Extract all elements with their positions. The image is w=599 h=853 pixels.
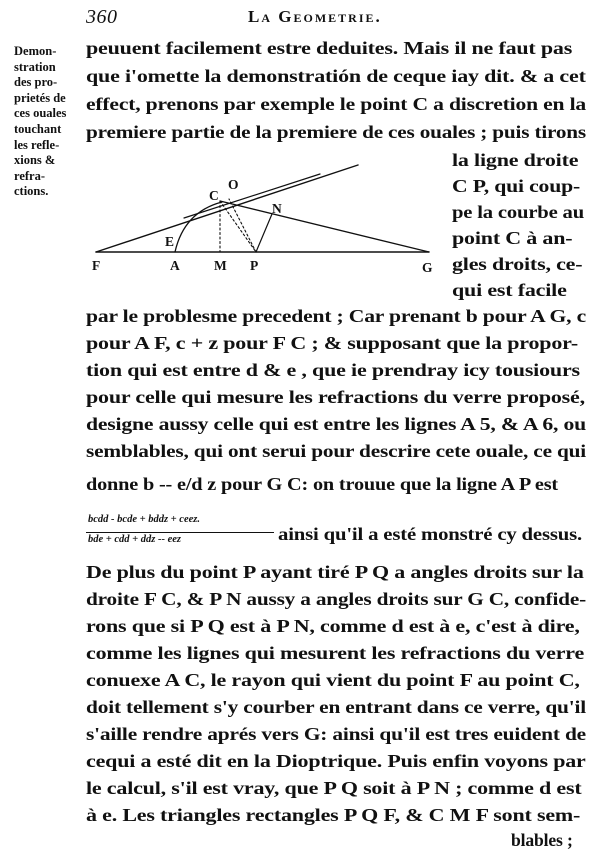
text-line: doit tellement s'y courber en entrant dans ce verre, qu'il bbox=[86, 697, 587, 717]
label-E: E bbox=[165, 234, 175, 249]
margin-note-line: Demon- bbox=[14, 44, 57, 58]
label-M: M bbox=[214, 258, 227, 273]
text-line: cequi a esté dit en la Dioptrique. Puis enfin voyons par bbox=[86, 751, 586, 771]
text-line: point C à an- bbox=[452, 228, 573, 248]
text-line: C P, qui coup- bbox=[452, 176, 580, 196]
label-N: N bbox=[272, 201, 282, 216]
text-line: droite F C, & P N aussy a angles droits sur G C, confide- bbox=[86, 589, 586, 609]
text-line: blables ; bbox=[511, 830, 573, 850]
text-line: par le problesme precedent ; Car prenant b pour A G, c bbox=[86, 306, 586, 326]
margin-note-line: des pro- bbox=[14, 75, 58, 90]
label-O: O bbox=[228, 177, 239, 192]
text-line: donne b -- e/d z pour G C: on trouue que la ligne A P est bbox=[86, 474, 559, 494]
text-line: à e. Les triangles rectangles P Q F, & C M F sont sem- bbox=[86, 805, 581, 825]
label-G: G bbox=[422, 260, 433, 275]
text-line: que i'omette la demonstratión de ceque iay dit. & a cet bbox=[86, 66, 586, 86]
text-line: gles droits, ce- bbox=[452, 254, 583, 274]
text-line: pour celle qui mesure les refractions du verre proposé, bbox=[86, 387, 585, 407]
margin-note-line: ces ouales bbox=[14, 106, 67, 121]
text-line: De plus du point P ayant tiré P Q a angles droits sur la bbox=[86, 562, 584, 582]
margin-note-line: xions & bbox=[14, 153, 56, 168]
margin-note-line: prietés de bbox=[14, 90, 66, 105]
margin-note-line: les refle- bbox=[14, 137, 60, 152]
label-F: F bbox=[92, 258, 101, 273]
text-line: comme les lignes qui mesurent les refractions du verre bbox=[86, 643, 585, 663]
text-line: conuexe A C, le rayon qui vient du point F au point C, bbox=[86, 670, 580, 690]
fraction-denominator: bde + cdd + ddz -- eez bbox=[88, 534, 182, 545]
text-line: ainsi qu'il a esté monstré cy dessus. bbox=[278, 524, 583, 544]
text-line: effect, prenons par exemple le point C a discretion en la bbox=[86, 94, 587, 114]
text-line: rons que si P Q est à P N, comme d est à e, c'est à dire, bbox=[86, 616, 580, 636]
page-number: 360 bbox=[86, 6, 118, 28]
margin-note-line: ctions. bbox=[14, 184, 49, 199]
geometric-figure bbox=[92, 150, 442, 278]
text-line: pour A F, c + z pour F C ; & supposant que la propor- bbox=[86, 333, 579, 353]
text-line: semblables, qui ont serui pour descrire cete ouale, ce qui bbox=[86, 441, 587, 461]
text-line: s'aille rendre aprés vers G: ainsi qu'il est tres euident de bbox=[86, 724, 587, 744]
fraction-numerator: bcdd - bcde + bddz + ceez. bbox=[88, 514, 200, 525]
label-C: C bbox=[209, 188, 219, 203]
figure-svg bbox=[92, 150, 442, 278]
text-line: la ligne droite bbox=[452, 150, 579, 170]
text-line: qui est facile bbox=[452, 280, 567, 300]
running-title: La Geometrie. bbox=[248, 7, 382, 26]
text-line: peuuent facilement estre deduites. Mais il ne faut pas bbox=[86, 38, 573, 58]
margin-note-line: refra- bbox=[14, 168, 45, 183]
text-line: le calcul, s'il est vray, que P Q soit à P N ; comme d est bbox=[86, 778, 582, 798]
text-line: designe aussy celle qui est entre les lignes A 5, & A 6, ou bbox=[86, 414, 586, 434]
margin-note-line: touchant bbox=[14, 121, 62, 136]
text-line: pe la courbe au bbox=[452, 202, 585, 222]
margin-note-line: stration bbox=[14, 59, 56, 74]
text-line: premiere partie de la premiere de ces ouales ; puis tirons bbox=[86, 122, 586, 142]
label-P: P bbox=[250, 258, 259, 273]
text-line: tion qui est entre d & e , que ie prendray icy tousiours bbox=[86, 360, 580, 380]
label-A: A bbox=[170, 258, 180, 273]
fraction-bar bbox=[86, 532, 274, 533]
margin-note bbox=[14, 44, 80, 200]
